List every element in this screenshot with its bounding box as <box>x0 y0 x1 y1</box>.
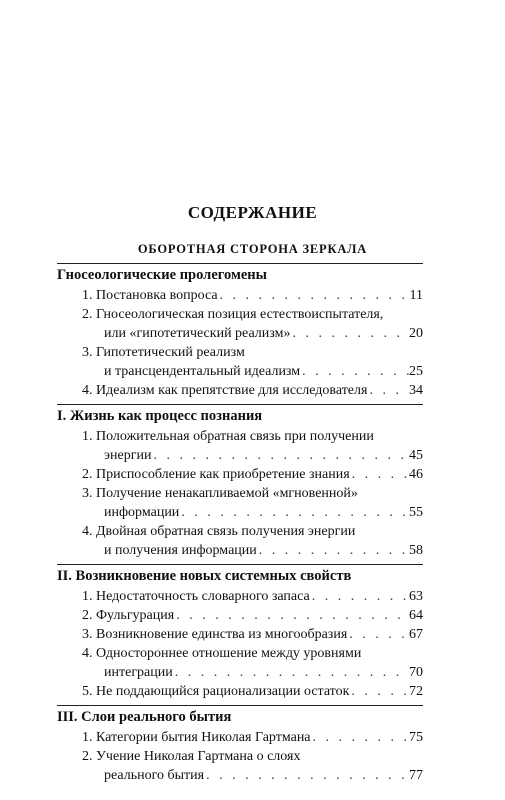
page-number: 64 <box>409 608 423 623</box>
dot-leader <box>367 381 409 400</box>
entry-title: и трансцендентальный идеализм <box>104 364 301 379</box>
page-number: 25 <box>409 364 423 379</box>
entry-title: информации <box>104 505 180 520</box>
entry-title: 1. Категории бытия Николая Гартмана <box>82 730 311 745</box>
toc-entry-line <box>82 465 423 484</box>
toc-entry <box>57 728 423 747</box>
dot-leader <box>179 503 409 522</box>
entry-title: 2. Гносеологическая позиция естествоиспытателя, <box>82 307 384 322</box>
book-subtitle: ОБОРОТНАЯ СТОРОНА ЗЕРКАЛА <box>137 242 368 256</box>
toc-entry-line <box>82 587 423 606</box>
toc-entry-line <box>82 362 423 381</box>
dot-leader <box>311 728 409 747</box>
toc-entry-line <box>82 625 423 644</box>
dot-leader <box>349 682 409 701</box>
page-number: 63 <box>409 589 423 604</box>
dot-leader <box>310 587 409 606</box>
toc-entry <box>57 286 423 305</box>
toc-entry <box>57 644 423 682</box>
toc-entry-line <box>82 541 423 560</box>
entry-title: 5. Не поддающийся рационализации остаток <box>82 684 350 699</box>
page-title: СОДЕРЖАНИЕ <box>187 203 318 222</box>
entry-title: 4. Одностороннее отношение между уровнями <box>82 646 362 661</box>
entry-title: интеграции <box>104 665 173 680</box>
page-number: 34 <box>409 383 423 398</box>
dot-leader <box>257 541 409 560</box>
toc-entry <box>57 305 423 343</box>
toc-entry <box>57 343 423 381</box>
dot-leader <box>218 286 410 305</box>
section-heading: III. Слои реального бытия <box>57 709 232 725</box>
toc-entry <box>57 682 423 701</box>
page-number: 46 <box>409 467 423 482</box>
page-number: 77 <box>409 768 423 783</box>
page-number: 20 <box>409 326 423 341</box>
section-heading: II. Возникновение новых системных свойств <box>57 568 352 584</box>
dot-leader <box>204 766 409 785</box>
toc-section <box>57 705 423 785</box>
section-heading: Гносеологические пролегомены <box>57 267 267 283</box>
section-heading: I. Жизнь как процесс познания <box>57 408 263 424</box>
dot-leader <box>290 324 409 343</box>
toc-entry-line <box>82 381 423 400</box>
toc-entry-line <box>82 286 423 305</box>
entry-title: реального бытия <box>104 768 205 783</box>
toc-entry <box>57 484 423 522</box>
entry-title: энергии <box>104 448 152 463</box>
toc-section <box>57 564 423 701</box>
page-number: 70 <box>409 665 423 680</box>
toc-section <box>57 404 423 560</box>
entry-title: 4. Двойная обратная связь получения энергии <box>82 524 356 539</box>
entry-title: 1. Положительная обратная связь при получении <box>82 429 374 444</box>
toc-entry-line <box>82 606 423 625</box>
page-number: 58 <box>409 543 423 558</box>
entry-title: 3. Получение ненакапливаемой «мгновенной» <box>82 486 358 501</box>
entry-title: 2. Приспособление как приобретение знания <box>82 467 350 482</box>
dot-leader <box>300 362 409 381</box>
entry-title: 1. Недостаточность словарного запаса <box>82 589 310 604</box>
entry-title: 2. Фульгурация <box>82 608 175 623</box>
entry-title: и получения информации <box>104 543 257 558</box>
entry-title: 3. Возникновение единства из многообразия <box>82 627 348 642</box>
entry-title: 2. Учение Николая Гартмана о слоях <box>82 749 301 764</box>
dot-leader <box>174 606 409 625</box>
toc-entry <box>57 381 423 400</box>
dot-leader <box>173 663 409 682</box>
page-number: 75 <box>409 730 423 745</box>
entry-title: 4. Идеализм как препятствие для исследователя <box>82 383 368 398</box>
toc-entry <box>57 465 423 484</box>
dot-leader <box>151 446 409 465</box>
toc-entry <box>57 625 423 644</box>
entry-title: или «гипотетический реализм» <box>104 326 291 341</box>
toc-entry-line <box>82 728 423 747</box>
dot-leader <box>347 625 409 644</box>
toc-entry <box>57 606 423 625</box>
toc-section <box>57 263 423 400</box>
table-of-contents <box>57 263 423 789</box>
page-number: 45 <box>409 448 423 463</box>
toc-entry <box>57 747 423 785</box>
toc-entry <box>57 587 423 606</box>
page-number: 72 <box>409 684 423 699</box>
page-number: 67 <box>409 627 423 642</box>
page-number: 11 <box>409 288 423 303</box>
toc-entry-line <box>82 503 423 522</box>
toc-entry-line <box>82 682 423 701</box>
toc-entry <box>57 522 423 560</box>
toc-entry-line <box>82 766 423 785</box>
entry-title: 1. Постановка вопроса <box>82 288 218 303</box>
toc-entry-line <box>82 324 423 343</box>
toc-entry-line <box>82 446 423 465</box>
page-number: 55 <box>409 505 423 520</box>
toc-entry <box>57 427 423 465</box>
dot-leader <box>350 465 409 484</box>
entry-title: 3. Гипотетический реализм <box>82 345 245 360</box>
toc-entry-line <box>82 663 423 682</box>
